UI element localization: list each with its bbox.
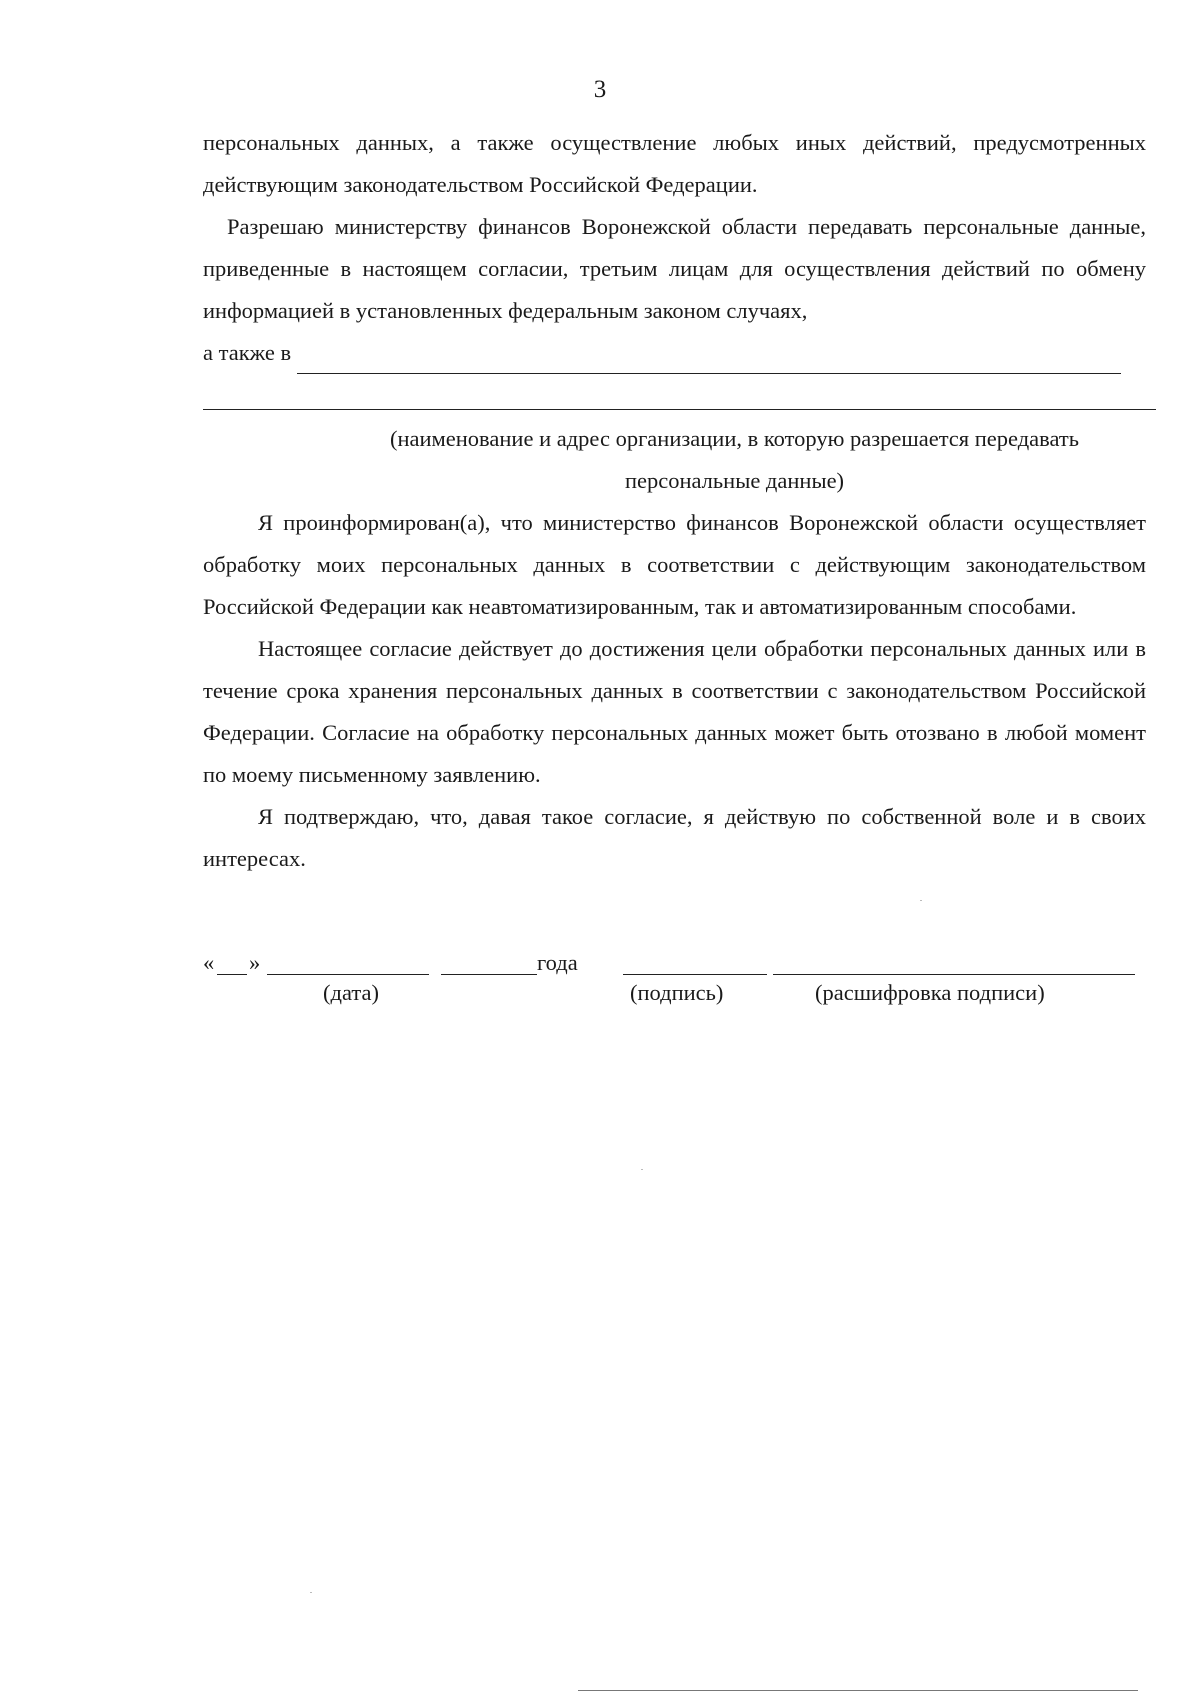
organization-caption	[203, 418, 1146, 502]
signature-label: (подпись)	[630, 980, 724, 1005]
paragraph-informed: Я проинформирован(а), что министерство финансов Воронежской области осуществляет обработку моих персональных данных в соответствии с действующим законодательством Российской Федерации как неавтоматизированным, так и автоматизированным способами.	[203, 510, 1146, 619]
signature-blank[interactable]	[623, 952, 767, 975]
caption-line-1: (наименование и адрес организации, в которую разрешается передавать	[389, 426, 1079, 451]
caption-line-2: персональные данные)	[624, 468, 845, 493]
paragraph-confirmation: Я подтверждаю, что, давая такое согласие, я действую по собственной воле и в своих интересах.	[203, 804, 1146, 871]
organization-blank-line[interactable]	[297, 345, 1121, 374]
date-label: (дата)	[323, 980, 379, 1005]
organization-blank-line-2[interactable]	[203, 374, 1146, 416]
page-number: 3	[593, 76, 607, 103]
scan-speck	[310, 1592, 312, 1593]
scan-speck	[920, 900, 922, 901]
month-blank[interactable]	[267, 952, 429, 975]
signature-block	[203, 950, 1146, 1010]
paragraph-validity: Настоящее согласие действует до достижения цели обработки персональных данных или в течение срока хранения персональных данных в соответствии с законодательством Российской Федерации. Согласие на обработку персональных данных может быть отозвано в любой момент по моему письменному заявлению.	[203, 636, 1146, 787]
quote-close: »	[249, 950, 261, 975]
scan-speck	[641, 1169, 643, 1170]
organization-fill-row	[203, 332, 1146, 374]
paragraph-transfer-permission: Разрешаю министерству финансов Воронежской области передавать персональные данные, приведенные в настоящем согласии, третьим лицам для осуществления действий по обмену информацией в установленных федеральным законом случаях,	[203, 214, 1146, 323]
also-to-label: а также в	[203, 340, 292, 365]
day-blank[interactable]	[217, 952, 247, 975]
signature-decoding-blank[interactable]	[773, 952, 1135, 975]
year-suffix: года	[537, 950, 578, 975]
year-blank[interactable]	[441, 952, 537, 975]
scan-edge-line	[578, 1690, 1138, 1691]
quote-open: «	[203, 950, 215, 975]
decoding-label: (расшифровка подписи)	[815, 980, 1045, 1005]
paragraph-actions: персональных данных, а также осуществление любых иных действий, предусмотренных действующим законодательством Российской Федерации.	[203, 130, 1146, 197]
consent-body	[203, 122, 1146, 880]
